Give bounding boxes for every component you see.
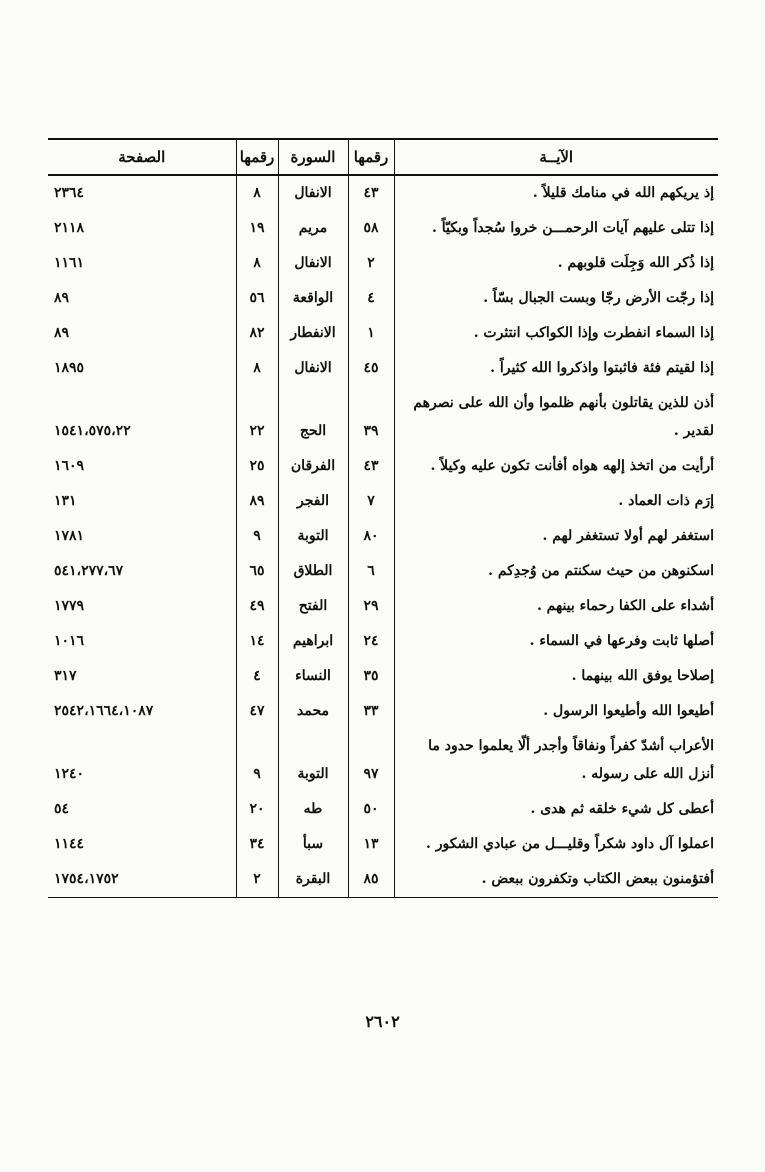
verse-text: إرَم ذات العماد . [394,484,718,519]
surah-number: ٩ [236,519,278,554]
surah-name: سبأ [278,827,348,862]
verse-number: ٤٣ [348,449,394,484]
page-references: ١٦٠٩ [54,458,85,474]
verse-text: اعملوا آل داود شكراً وقليـــل من عبادي الشكور . [394,827,718,862]
table-row [48,519,718,554]
header-surah-number: رقمها [236,139,278,175]
verse-number: ٦ [348,554,394,589]
table-row [48,211,718,246]
verse-text: أصلها ثابت وفرعها في السماء . [394,624,718,659]
table-row [48,386,718,449]
table-row [48,792,718,827]
surah-number: ٨٢ [236,316,278,351]
surah-name: الانفال [278,175,348,211]
table-row [48,554,718,589]
surah-name: الطلاق [278,554,348,589]
page-references: ١١٦١ [54,255,85,271]
header-verse-number: رقمها [348,139,394,175]
table-row [48,694,718,729]
verse-number: ٨٠ [348,519,394,554]
verse-number: ٢٤ [348,624,394,659]
table-row [48,827,718,862]
page-references: ١٧٥٤،١٧٥٢ [48,862,236,898]
header-surah: السورة [278,139,348,175]
surah-number: ٨ [236,246,278,281]
verse-text: أرأيت من اتخذ إلهه هواه أفأنت تكون عليه وكيلاً . [394,449,718,484]
table-row [48,449,718,484]
verse-text: استغفر لهم أولا تستغفر لهم . [394,519,718,554]
index-page [48,138,718,898]
verse-index-table [48,138,718,898]
verse-text: اسكنوهن من حيث سكنتم من وُجدِكم . [394,554,718,589]
page-references: ٢٣٦٤ [54,185,85,201]
header-page: الصفحة [48,139,236,175]
surah-name: الواقعة [278,281,348,316]
surah-name: محمد [278,694,348,729]
verse-number: ٧ [348,484,394,519]
surah-number: ٢ [236,862,278,898]
table-row [48,659,718,694]
page-references: ٨٩ [54,325,70,341]
surah-name: الفرقان [278,449,348,484]
page-references: ١٧٧٩ [54,598,85,614]
verse-number: ١٣ [348,827,394,862]
verse-number: ٤٥ [348,351,394,386]
surah-number: ١٩ [236,211,278,246]
page-references: ٣١٧ [54,668,77,684]
surah-name: التوبة [278,729,348,792]
verse-text: أفتؤمنون ببعض الكتاب وتكفرون ببعض . [394,862,718,898]
page-references: ١٣١ [54,493,77,509]
table-row [48,589,718,624]
verse-number: ٤ [348,281,394,316]
page-references: ٥٤١،٢٧٧،٦٧ [54,563,124,579]
verse-text: أعطى كل شيء خلقه ثم هدى . [394,792,718,827]
page-references: ١٧٨١ [54,528,85,544]
header-verse: الآيــة [394,139,718,175]
table-header-row [48,139,718,175]
surah-name: مريم [278,211,348,246]
surah-name: البقرة [278,862,348,898]
page-references: ٨٩ [54,290,70,306]
surah-name: طه [278,792,348,827]
table-row [48,862,718,898]
surah-number: ١٤ [236,624,278,659]
surah-number: ٢٠ [236,792,278,827]
verse-number: ٣٥ [348,659,394,694]
page-references: ٢١١٨ [54,220,85,236]
surah-name: التوبة [278,519,348,554]
table-row [48,484,718,519]
surah-name: الانفطار [278,316,348,351]
surah-number: ٤٧ [236,694,278,729]
surah-number: ٨ [236,351,278,386]
verse-text: إذا رجّت الأرض رجّا وبست الجبال بسّاً . [394,281,718,316]
surah-number: ٨٩ [236,484,278,519]
surah-name: الانفال [278,246,348,281]
table-row [48,281,718,316]
surah-number: ٥٦ [236,281,278,316]
verse-text: أذن للذين يقاتلون بأنهم ظلموا وأن الله على نصرهم لقدير . [394,386,718,449]
surah-number: ٢٥ [236,449,278,484]
page-references: ١١٤٤ [54,836,85,852]
verse-number: ٢ [348,246,394,281]
verse-number: ٥٠ [348,792,394,827]
table-row [48,624,718,659]
surah-number: ٣٤ [236,827,278,862]
table-row [48,351,718,386]
verse-number: ٩٧ [348,729,394,792]
verse-text: إذا السماء انفطرت وإذا الكواكب انتثرت . [394,316,718,351]
verse-number: ٤٣ [348,175,394,211]
surah-number: ٩ [236,729,278,792]
table-row [48,729,718,792]
table-row [48,246,718,281]
verse-number: ٣٩ [348,386,394,449]
page-number: ٢٦٠٢ [365,1012,400,1031]
surah-number: ٤٩ [236,589,278,624]
surah-number: ٨ [236,175,278,211]
surah-number: ٤ [236,659,278,694]
page-references: ١٢٤٠ [54,766,85,782]
surah-name: النساء [278,659,348,694]
verse-text: إذا لقيتم فئة فاثبتوا واذكروا الله كثيراً . [394,351,718,386]
page-references: ١٠١٦ [54,633,85,649]
verse-text: إذا تتلى عليهم آيات الرحمـــن خروا سُجداً وبكيّاً . [394,211,718,246]
surah-number: ٦٥ [236,554,278,589]
verse-number: ٢٩ [348,589,394,624]
verse-number: ٥٨ [348,211,394,246]
page-references: ١٥٤١،٥٧٥،٢٢ [54,423,131,439]
verse-text: أشداء على الكفا رحماء بينهم . [394,589,718,624]
table-row [48,316,718,351]
verse-text: أطيعوا الله وأطيعوا الرسول . [394,694,718,729]
verse-text: إذا ذُكر الله وَجِلَت قلوبهم . [394,246,718,281]
page-references: ١٨٩٥ [54,360,85,376]
surah-name: الفجر [278,484,348,519]
page-references: ٥٤ [54,801,70,817]
verse-text: الأعراب أشدّ كفراً ونفاقاً وأجدر ألّا يعلموا حدود ما أنزل الله على رسوله . [394,729,718,792]
surah-name: الفتح [278,589,348,624]
verse-text: إصلاحا يوفق الله بينهما . [394,659,718,694]
page-references: ٢٥٤٢،١٦٦٤،١٠٨٧ [54,703,154,719]
surah-name: الحج [278,386,348,449]
surah-name: ابراهيم [278,624,348,659]
verse-number: ٣٣ [348,694,394,729]
table-row [48,175,718,211]
verse-text: إذ يريكهم الله في منامك قليلاً . [394,175,718,211]
verse-number: ٨٥ [348,862,394,898]
verse-number: ١ [348,316,394,351]
surah-name: الانفال [278,351,348,386]
surah-number: ٢٢ [236,386,278,449]
